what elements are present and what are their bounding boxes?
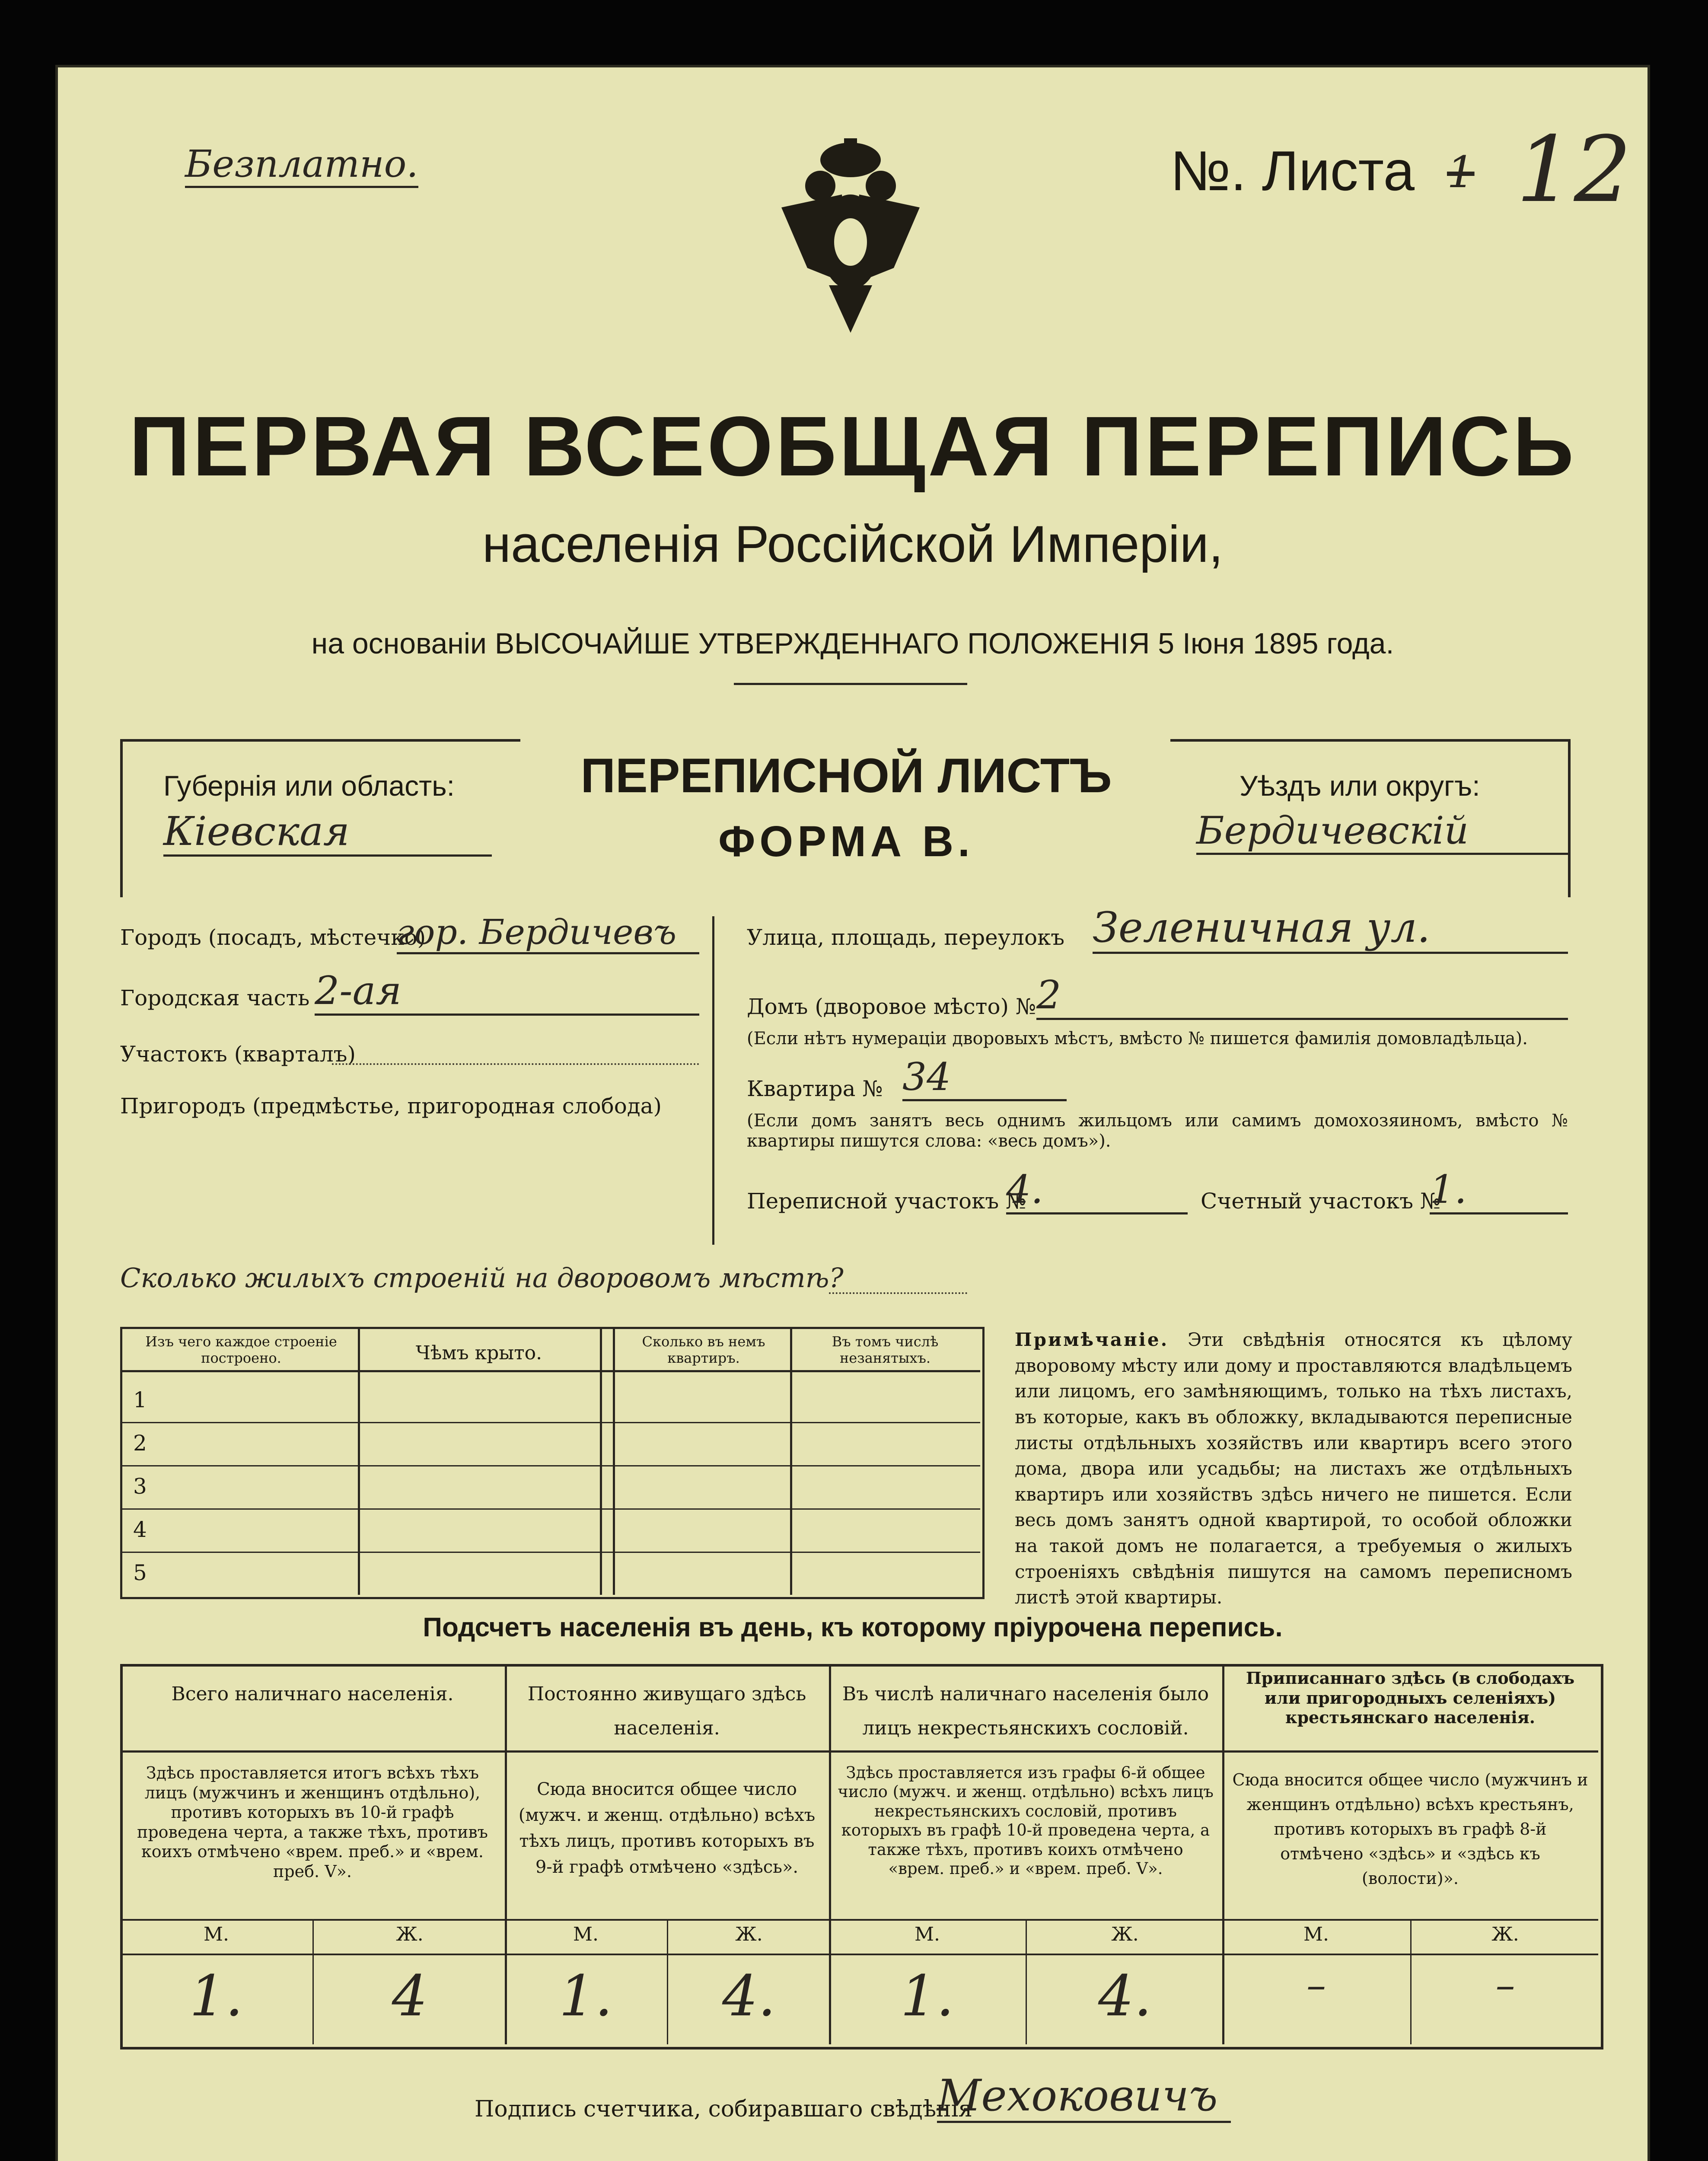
table-divider [1410, 1919, 1412, 2044]
male-count: 1. [189, 1963, 243, 2029]
subtitle: населенія Россійской Имперіи, [482, 515, 1224, 573]
buildings-col-material: Изъ чего каждое строеніе построено. [145, 1333, 337, 1367]
suburb-label: Пригородъ (предмѣстье, пригородная слобода) [120, 1093, 662, 1119]
apartment-label: Квартира № [747, 1076, 883, 1101]
female-label: Ж. [1111, 1923, 1139, 1945]
count-area-value: 1. [1430, 1167, 1568, 1214]
table-divider [312, 1919, 314, 2044]
count-area-label: Счетный участокъ № [1201, 1189, 1441, 1214]
female-label: Ж. [735, 1923, 763, 1945]
census-area-value: 4. [1006, 1167, 1188, 1214]
buildings-table [120, 1327, 985, 1599]
sheet-number-hand: 12 [1516, 117, 1632, 223]
table-rule [120, 1919, 1598, 1921]
pop-col-title: Приписаннаго здѣсь (в слободахъ или пригородныхъ селеніяхъ) крестьянскаго населенія. [1246, 1668, 1575, 1728]
pop-col-desc: Сюда вносится общее число (мужчинъ и женщинъ отдѣльно) всѣхъ крестьянъ, противъ которыхъ въ графѣ 8-й отмѣчено «здѣсь» и «здѣсь къ (волости)». [1232, 1770, 1588, 1888]
pop-col-title: Всего наличнаго населенія. [171, 1683, 454, 1705]
female-label: Ж. [396, 1923, 424, 1945]
sheet-number-label: №. Листа [1170, 139, 1415, 202]
table-rule [120, 1552, 980, 1553]
address-divider [712, 916, 714, 1245]
house-note: (Если нѣтъ нумераціи дворовыхъ мѣстъ, вмѣсто № пишется фамилія домовладѣльца). [747, 1029, 1528, 1049]
table-divider [613, 1327, 615, 1595]
buildings-row-number: 4 [133, 1517, 147, 1542]
pop-col-desc: Сюда вносится общее число (мужч. и женщ. отдѣльно) всѣхъ тѣхъ лицъ, противъ которыхъ въ 9-й графѣ отмѣчено «здѣсь». [518, 1779, 816, 1877]
buildings-row-number: 5 [133, 1560, 147, 1585]
basis-line: на основаніи ВЫСОЧАЙШЕ УТВЕРЖДЕННАГО ПОЛОЖЕНІЯ 5 Іюня 1895 года. [311, 627, 1394, 660]
sheet-number-struck: 1 [1447, 147, 1475, 198]
buildings-col-apartments: Сколько въ немъ квартиръ. [642, 1333, 765, 1367]
precinct-label: Участокъ (кварталъ) [120, 1042, 356, 1067]
buildings-row-number: 3 [133, 1474, 147, 1499]
gubernia-label: Губернія или область: [163, 770, 455, 802]
buildings-row-number: 1 [133, 1387, 147, 1412]
pop-col-title: Постоянно живущаго здѣсь населенія. [527, 1683, 806, 1740]
male-count: 1. [559, 1963, 613, 2029]
female-count: 4. [722, 1963, 776, 2029]
population-heading: Подсчетъ населенія въ день, къ которому пріурочена перепись. [423, 1613, 1283, 1642]
district-value: 2-ая [315, 968, 699, 1016]
form-sheet-title: ПЕРЕПИСНОЙ ЛИСТЪ [580, 749, 1112, 803]
gubernia-value: Кіевская [163, 808, 492, 857]
street-value: Зеленичная ул. [1093, 903, 1568, 954]
pop-col-desc: Здѣсь проставляется итогъ всѣхъ тѣхъ лицъ (мужчинъ и женщинъ отдѣльно), противъ которыхъ въ 10-й графѣ проведена черта, а также тѣхъ, противъ коихъ отмѣчено «врем. преб.» и «врем. преб. V». [137, 1763, 488, 1881]
uezd-value: Бердичевскій [1196, 808, 1568, 855]
male-count: 1. [900, 1963, 954, 2029]
male-label: М. [914, 1923, 940, 1945]
city-value: гор. Бердичевъ [397, 912, 699, 954]
male-label: М. [1303, 1923, 1329, 1945]
house-label: Домъ (дворовое мѣсто) № [747, 994, 1036, 1019]
female-count: – [1495, 1963, 1515, 2008]
apartment-value: 34 [902, 1055, 1067, 1101]
female-count: 4. [1098, 1963, 1152, 2029]
male-label: М. [203, 1923, 229, 1945]
pop-col-desc: Здѣсь проставляется изъ графы 6-й общее число (мужч. и женщ. отдѣльно) всѣхъ лицъ некрестьянскихъ сословій, противъ которыхъ въ графѣ 10-й проведена черта, а также тѣхъ, противъ коихъ отмѣчено «врем. преб.» и «врем. преб. V». [838, 1763, 1214, 1878]
table-divider [358, 1327, 360, 1595]
district-label: Городская часть [120, 985, 310, 1010]
precinct-blank [332, 1059, 699, 1065]
note-lead: Примѣчаніе. [1015, 1329, 1169, 1350]
census-area-label: Переписной участокъ № [747, 1189, 1026, 1214]
table-rule [120, 1465, 980, 1466]
male-label: М. [573, 1923, 599, 1945]
table-header-rule [120, 1370, 980, 1372]
signature-value: Мехоковичъ [937, 2070, 1231, 2123]
form-label: ФОРМА В. [718, 817, 974, 866]
pop-col-title: Въ числѣ наличнаго населенія было лицъ некрестьянскихъ сословій. [842, 1683, 1209, 1740]
free-label: Безплатно. [185, 143, 418, 188]
table-rule [120, 1954, 1598, 1955]
table-divider [600, 1327, 602, 1595]
buildings-question: Сколько жилыхъ строеній на дворовомъ мѣстѣ? [120, 1262, 844, 1294]
female-label: Ж. [1491, 1923, 1519, 1945]
buildings-col-roof: Чѣмъ крыто. [415, 1342, 542, 1364]
street-label: Улица, площадь, переулокъ [747, 925, 1065, 950]
census-sheet [55, 65, 1650, 2161]
buildings-blank [829, 1288, 967, 1294]
city-label: Городъ (посадъ, мѣстечко) [120, 925, 426, 950]
signature-label: Подпись счетчика, собиравшаго свѣдѣнія [475, 2096, 973, 2122]
divider [734, 683, 967, 685]
table-rule [120, 1422, 980, 1423]
table-divider [1026, 1919, 1027, 2044]
imperial-eagle-emblem [755, 130, 946, 346]
table-divider [667, 1919, 668, 2044]
male-count: – [1306, 1963, 1326, 2008]
apartment-note: (Если домъ занятъ весь однимъ жильцомъ или самимъ домохозяиномъ, вмѣсто № квартиры пишутся слова: «весь домъ»). [747, 1111, 1568, 1151]
female-count: 4 [392, 1963, 428, 2029]
main-title: ПЕРВАЯ ВСЕОБЩАЯ ПЕРЕПИСЬ [129, 399, 1577, 494]
table-divider [790, 1327, 792, 1595]
buildings-col-vacant: Въ томъ числѣ незанятыхъ. [832, 1333, 939, 1367]
table-header-rule [120, 1750, 1598, 1753]
house-value: 2 [1036, 972, 1568, 1020]
uezd-label: Уѣздъ или округъ: [1240, 770, 1480, 802]
note-block [1015, 1327, 1572, 1610]
note-text: Эти свѣдѣнія относятся къ цѣлому дворовому мѣсту или дому и проставляются владѣльцемъ или лицомъ, его замѣняющимъ, только на тѣхъ листахъ, въ которые, какъ въ обложку, вкладываются переписные листы отдѣльныхъ хозяйствъ или квартиръ всего этого дома, двора или усадьбы; на листахъ же отдѣльныхъ квартиръ или хозяйствъ здѣсь ничего не пишется. Если весь домъ занятъ одной квартирой, то особой обложки на такой домъ не полагается, а требуемыя о жилыхъ строеніяхъ свѣдѣнія пишутся на самомъ переписномъ листѣ этой квартиры. [1015, 1329, 1572, 1608]
buildings-row-number: 2 [133, 1431, 147, 1456]
table-rule [120, 1508, 980, 1510]
